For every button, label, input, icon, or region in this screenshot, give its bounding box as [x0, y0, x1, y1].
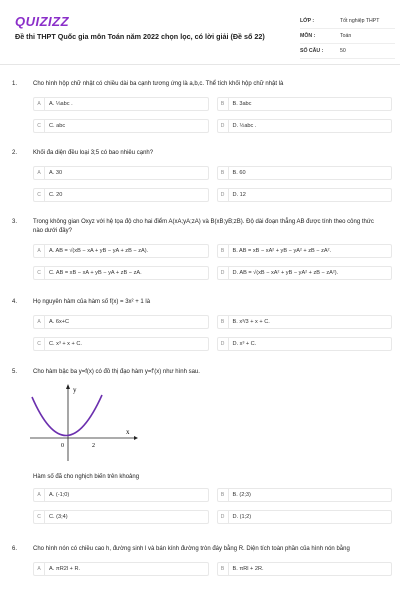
meta-label: SỐ CÂU :	[300, 48, 324, 54]
meta-label: MÔN :	[300, 33, 316, 39]
option-letter: B	[218, 489, 229, 501]
option-text: D. x³ + C.	[232, 341, 257, 347]
header	[0, 0, 400, 65]
derivative-curve	[32, 395, 102, 436]
question-5	[12, 368, 392, 524]
option-d[interactable]	[217, 337, 393, 351]
option-letter: A	[34, 489, 45, 501]
option-letter: C	[34, 267, 45, 279]
option-c[interactable]	[33, 510, 209, 524]
option-b[interactable]	[217, 562, 393, 576]
option-c[interactable]	[33, 119, 209, 133]
question-6	[12, 545, 392, 576]
question-number: 2.	[12, 150, 18, 156]
question-1	[12, 80, 392, 133]
quizizz-logo: QUIZIZZ	[15, 14, 70, 29]
option-text: B. 60	[232, 170, 246, 176]
question-text: Cho hình hộp chữ nhật có chiều dài ba cạnh tương ứng là a,b,c. Thể tích khối hộp chữ nhật là	[33, 81, 284, 87]
option-text: B. AB = xB − xA² + yB − yA² + zB − zA².	[232, 248, 332, 254]
option-letter: D	[218, 120, 229, 132]
option-text: A. ⅓abc .	[49, 101, 73, 107]
option-text: B. πRl + 2R.	[232, 566, 264, 572]
origin-label: 0	[61, 443, 64, 449]
option-a[interactable]	[33, 244, 209, 258]
option-letter: B	[218, 245, 229, 257]
option-text: B. 3abc	[232, 101, 252, 107]
option-a[interactable]	[33, 315, 209, 329]
meta-value: Tốt nghiệp THPT	[340, 18, 380, 24]
option-text: A. πR2l + R.	[49, 566, 81, 572]
question-number: 4.	[12, 299, 18, 305]
option-letter: B	[218, 316, 229, 328]
option-text: A. 30	[49, 170, 63, 176]
question-4	[12, 298, 392, 351]
option-letter: A	[34, 563, 45, 575]
option-letter: A	[34, 167, 45, 179]
option-letter: B	[218, 167, 229, 179]
exam-meta	[300, 14, 395, 59]
option-letter: C	[34, 511, 45, 523]
question-subtext: Hàm số đã cho nghịch biến trên khoảng	[33, 474, 140, 480]
option-d[interactable]	[217, 188, 393, 202]
option-text: D. 12	[232, 192, 246, 198]
x-label: x	[126, 428, 130, 436]
question-text: Họ nguyên hàm của hàm số f(x) = 3x² + 1 là	[33, 299, 151, 305]
meta-label: LỚP :	[300, 18, 315, 24]
meta-row-subject	[300, 29, 395, 44]
derivative-graph	[26, 383, 141, 463]
question-number: 6.	[12, 546, 18, 552]
question-text: Cho hình nón có chiều cao h, đường sinh l và bán kính đường tròn đáy bằng R. Diện tích toàn phần của hình nón bằng	[33, 546, 350, 552]
option-text: C. abc	[49, 123, 66, 129]
question-text: Khối đa diện đều loại 3;5 có bao nhiêu cạnh?	[33, 150, 154, 156]
y-axis-arrow-icon	[66, 384, 70, 389]
option-b[interactable]	[217, 166, 393, 180]
option-text: D. ½abc .	[232, 123, 257, 129]
question-number: 3.	[12, 219, 18, 225]
option-text: C. x³ + x + C.	[49, 341, 82, 347]
meta-row-class	[300, 14, 395, 29]
option-letter: D	[218, 338, 229, 350]
option-text: A. 6x+C	[49, 319, 70, 325]
option-letter: D	[218, 511, 229, 523]
option-letter: D	[218, 267, 229, 279]
question-text: Cho hàm bậc ba y=f(x) có đồ thị đạo hàm y=f'(x) như hình sau.	[33, 369, 200, 375]
option-a[interactable]	[33, 488, 209, 502]
question-text: Trong không gian Oxyz với hệ tọa độ cho hai điểm A(xA;yA;zA) và B(xB;yB;zB). Độ dài đoạn thẳng AB được tính theo công thức nào dưới đây?	[33, 219, 374, 234]
meta-row-count	[300, 44, 395, 59]
option-c[interactable]	[33, 188, 209, 202]
option-d[interactable]	[217, 119, 393, 133]
option-letter: C	[34, 120, 45, 132]
x-axis-arrow-icon	[134, 436, 138, 440]
option-text: C. AB = xB − xA + yB − yA + zB − zA.	[49, 270, 142, 276]
option-text: A. AB = √(xB − xA + yB − yA + zB − zA).	[49, 248, 149, 254]
option-d[interactable]	[217, 510, 393, 524]
option-letter: D	[218, 189, 229, 201]
option-c[interactable]	[33, 337, 209, 351]
option-text: C. 20	[49, 192, 63, 198]
option-b[interactable]	[217, 488, 393, 502]
option-a[interactable]	[33, 166, 209, 180]
option-text: D. AB = √(xB − xA² + yB − yA² + zB − zA²).	[232, 270, 339, 276]
option-a[interactable]	[33, 97, 209, 111]
question-3	[12, 218, 392, 280]
option-text: D. (1;2)	[232, 514, 252, 520]
option-c[interactable]	[33, 266, 209, 280]
y-label: y	[73, 386, 77, 394]
option-letter: C	[34, 189, 45, 201]
option-b[interactable]	[217, 315, 393, 329]
meta-value: 50	[340, 48, 346, 54]
root-label: 2	[92, 443, 95, 449]
option-letter: A	[34, 245, 45, 257]
option-d[interactable]	[217, 266, 393, 280]
meta-value: Toán	[340, 33, 352, 39]
option-letter: B	[218, 563, 229, 575]
question-number: 5.	[12, 369, 18, 375]
exam-title: Đề thi THPT Quốc gia môn Toán năm 2022 chọn lọc, có lời giải (Đề số 22)	[15, 32, 265, 41]
option-letter: A	[34, 98, 45, 110]
question-2	[12, 149, 392, 202]
option-letter: A	[34, 316, 45, 328]
question-number: 1.	[12, 81, 18, 87]
option-text: A. (-1;0)	[49, 492, 70, 498]
option-text: B. (2;3)	[232, 492, 251, 498]
option-letter: C	[34, 338, 45, 350]
option-text: B. x³/3 + x + C.	[232, 319, 270, 325]
option-letter: B	[218, 98, 229, 110]
option-b[interactable]	[217, 97, 393, 111]
option-b[interactable]	[217, 244, 393, 258]
option-text: C. (3;4)	[49, 514, 68, 520]
option-a[interactable]	[33, 562, 209, 576]
